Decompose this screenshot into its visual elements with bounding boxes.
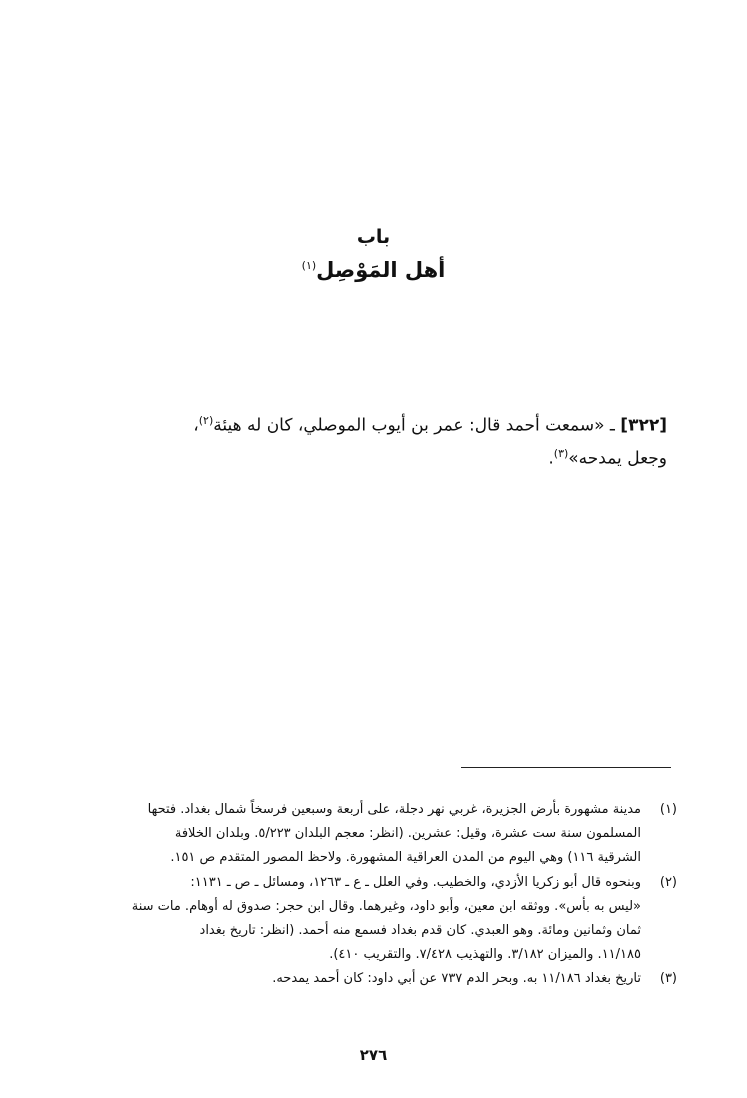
footnote-separator xyxy=(461,767,671,768)
footnote-body xyxy=(72,871,641,968)
entry-line-1-tail: ، xyxy=(193,415,199,436)
entry-line-2 xyxy=(77,440,667,473)
footnote-line: «ليس به بأس». ووثقه ابن معين، وأبو داود، وغيرهما. وقال ابن حجر: صدوق له أوهام. مات سنة xyxy=(131,898,641,914)
footnotes xyxy=(72,798,677,992)
chapter-label xyxy=(0,226,747,248)
entry-line-2-tail: . xyxy=(548,448,554,469)
entry-note-ref-3: (٣) xyxy=(553,446,569,460)
footnote-body xyxy=(72,798,641,871)
chapter-title-note-ref: (١) xyxy=(301,259,317,272)
footnote-line: وبنحوه قال أبو زكريا الأزدي، والخطيب. وفي العلل ـ ع ـ ١٢٦٣، ومسائل ـ ص ـ ١١٣١: xyxy=(190,874,641,890)
footnote-line: الشرقية ١١٦) وهي اليوم من المدن العراقية المشهورة. ولاحظ المصور المتقدم ص ١٥١. xyxy=(170,850,641,866)
chapter-label-text: باب xyxy=(356,226,391,248)
footnote-marker: (٢) xyxy=(659,874,677,890)
page-number: ٢٧٦ xyxy=(359,1046,388,1064)
footnote-body xyxy=(72,967,641,991)
footnote-line: مدينة مشهورة بأرض الجزيرة، غربي نهر دجلة، على أربعة وسبعين فرسخاً شمال بغداد. فتحها xyxy=(147,802,641,817)
chapter-title xyxy=(0,258,747,282)
footnote-line: تاريخ بغداد ١١/١٨٦ به. وبحر الدم ٧٣٧ عن أبي داود: كان أحمد يمدحه. xyxy=(272,971,641,987)
footnote-1 xyxy=(72,798,677,871)
entry-note-ref-2: (٢) xyxy=(198,414,214,427)
footnote-line: ثمان وثمانين ومائة. وهو العبدي. كان قدم بغداد فسمع منه أحمد. (انظر: تاريخ بغداد xyxy=(199,923,641,939)
entry-line-1-text: ـ «سمعت أحمد قال: عمر بن أيوب الموصلي، كان له هيئة xyxy=(213,415,621,436)
footnote-3 xyxy=(72,967,677,991)
narration-entry xyxy=(77,407,667,472)
entry-line-1 xyxy=(77,407,667,440)
footnote-2 xyxy=(72,871,677,968)
footnote-line: المسلمون سنة ست عشرة، وقيل: عشرين. (انظر: معجم البلدان ٥/٢٢٣. وبلدان الخلافة xyxy=(174,826,641,842)
entry-number: [٣٢٢] xyxy=(620,415,667,436)
footnote-line: ١١/١٨٥. والميزان ٣/١٨٢. والتهذيب ٧/٤٢٨. والتقريب ٤١٠). xyxy=(329,947,641,963)
footnote-marker: (٣) xyxy=(659,971,677,987)
entry-line-2-text: وجعل يمدحه» xyxy=(568,448,667,469)
chapter-title-text: أهل المَوْصِل xyxy=(316,258,446,282)
footnote-marker: (١) xyxy=(659,802,677,817)
